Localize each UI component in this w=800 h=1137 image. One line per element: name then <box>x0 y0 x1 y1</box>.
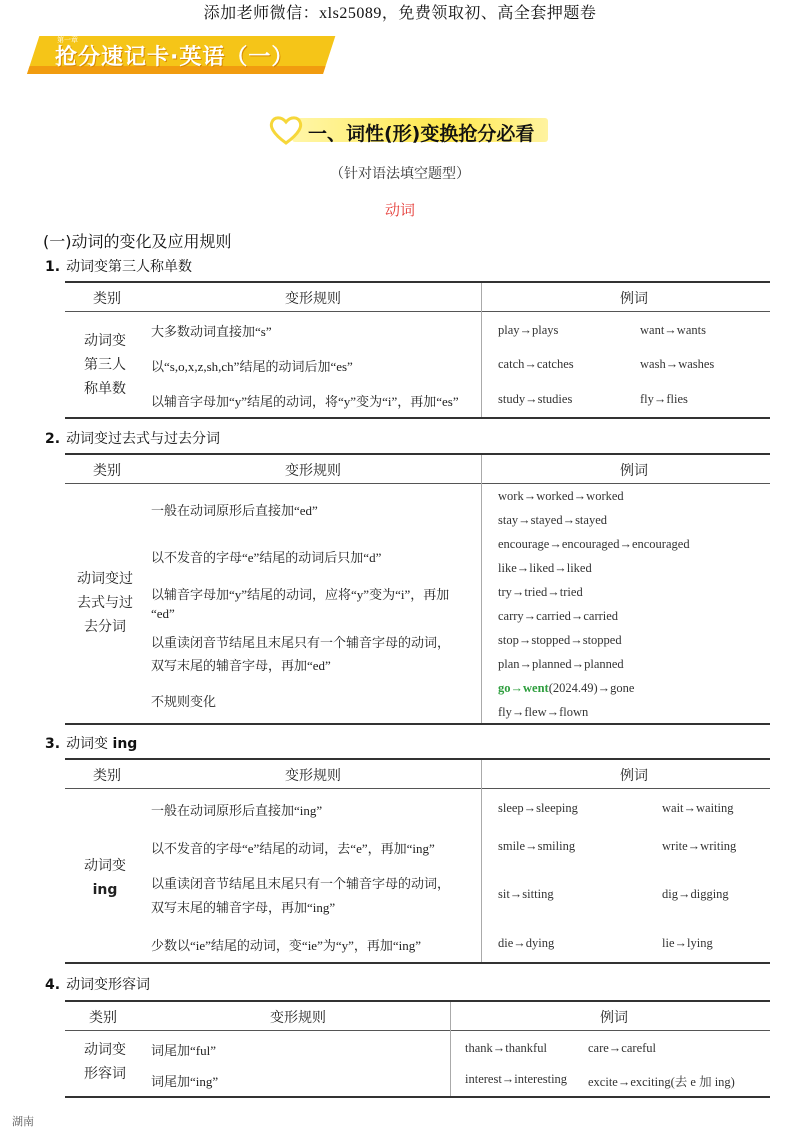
table2-example: carry→carried→carried <box>498 609 619 623</box>
table2-rule: 一般在动词原形后直接加“ed” <box>151 503 318 518</box>
table1-heading <box>45 256 192 276</box>
table3-rule: 以不发音的字母“e”结尾的动词，去“e”，再加“ing” <box>151 841 435 856</box>
table1-category-line: 称单数 <box>84 381 126 397</box>
table1-rule: 大多数动词直接加“s” <box>151 324 272 339</box>
table4-col-divider <box>450 1002 451 1096</box>
table3-example: lie→lying <box>662 936 713 950</box>
table4-rule: 词尾加“ful” <box>151 1043 216 1058</box>
table2-rule: 以不发音的字母“e”结尾的动词后只加“d” <box>151 550 382 565</box>
table3-rule: 以重读闭音节结尾且末尾只有一个辅音字母的动词， <box>151 876 451 891</box>
section-title <box>268 114 568 144</box>
table1-example: want→wants <box>640 323 706 337</box>
table2-category-line: 去分词 <box>84 619 126 635</box>
table2-example: plan→planned→planned <box>498 657 624 671</box>
table2-example: fly→flew→flown <box>498 705 589 719</box>
section-subtitle: （针对语法填空题型） <box>330 167 470 182</box>
table4-example: interest→interesting <box>465 1072 568 1086</box>
table1-col-divider <box>481 283 482 417</box>
table3-example: wait→waiting <box>662 801 734 815</box>
table1-example: study→studies <box>498 392 573 406</box>
table4-category-line: 形容词 <box>84 1066 126 1082</box>
table3-rule: 一般在动词原形后直接加“ing” <box>151 803 323 818</box>
table3-example: sit→sitting <box>498 887 554 901</box>
table2-example-green: go→went <box>498 681 549 695</box>
table1-header-rule <box>65 311 770 312</box>
table3-example: dig→digging <box>662 887 729 901</box>
table4-rule: 词尾加“ing” <box>151 1074 219 1089</box>
table2-header-category: 类别 <box>93 463 121 479</box>
banner-tiny-label: 第一章 <box>57 36 78 44</box>
table2-header-example: 例词 <box>620 463 648 479</box>
red-heading: 动词 <box>384 201 415 219</box>
table1-example: fly→flies <box>640 392 688 406</box>
table4-header-rule-text: 变形规则 <box>270 1010 326 1026</box>
section-title-text: 一、词性(形)变换抢分必看 <box>308 123 535 145</box>
table2-rule: 双写末尾的辅音字母，再加“ed” <box>151 658 331 673</box>
table2-example: try→tried→tried <box>498 585 583 599</box>
table1-category-line: 第三人 <box>84 357 126 373</box>
table2-category-line: 去式与过 <box>77 595 133 611</box>
title-banner <box>27 36 323 74</box>
table4-category-line: 动词变 <box>84 1042 126 1058</box>
table3-example: die→dying <box>498 936 555 950</box>
table4-example: care→careful <box>588 1041 656 1055</box>
table2-title: 动词变过去式与过去分词 <box>66 431 221 447</box>
table1-header-category: 类别 <box>93 291 121 307</box>
table1-rule: 以辅音字母加“y”结尾的动词，将“y”变为“i”，再加“es” <box>151 394 459 409</box>
table1 <box>65 281 770 419</box>
table4-number: 4. <box>45 977 61 993</box>
table2-example: encourage→encouraged→encouraged <box>498 537 690 551</box>
subsection-title: (一)动词的变化及应用规则 <box>43 232 232 251</box>
table3-header-rule <box>65 788 770 789</box>
table2-rule: 以重读闭音节结尾且末尾只有一个辅音字母的动词， <box>151 635 451 650</box>
banner-title: 抢分速记卡·英语（一） <box>55 45 295 70</box>
table3-rule: 双写末尾的辅音字母，再加“ing” <box>151 900 336 915</box>
table4-header-category: 类别 <box>89 1010 117 1026</box>
table2-rule: “ed” <box>151 606 175 621</box>
table4-example: thank→thankful <box>465 1041 547 1055</box>
table3-category <box>75 854 135 902</box>
table2-example: stay→stayed→stayed <box>498 513 608 527</box>
table1-example: play→plays <box>498 323 559 337</box>
table3-category-line: 动词变 <box>84 858 126 874</box>
table4-example: excite→exciting(去 e 加 ing) <box>588 1075 735 1089</box>
table3-example: sleep→sleeping <box>498 801 578 815</box>
table3-title-prefix: 动词变 <box>66 736 113 752</box>
table3-title-bold <box>113 736 138 752</box>
table3-example: write→writing <box>662 839 737 853</box>
table4-title: 动词变形容词 <box>66 977 151 993</box>
table1-category <box>75 329 135 401</box>
table3-category-line: ing <box>92 882 118 898</box>
table2-example: work→worked→worked <box>498 489 624 503</box>
table1-example: wash→washes <box>640 357 715 371</box>
table1-header-example: 例词 <box>620 291 648 307</box>
table3-col-divider <box>481 760 482 962</box>
table4-header-rule <box>65 1030 770 1031</box>
table2-heading <box>45 428 220 448</box>
table3 <box>65 758 770 964</box>
table4-heading <box>45 974 150 994</box>
table2-example-plain: (2024.49)→gone <box>548 681 635 695</box>
footer-region-label: 湖南 <box>12 1115 34 1128</box>
table2-rule: 以辅音字母加“y”结尾的动词，应将“y”变为“i”，再加 <box>151 587 450 602</box>
top-note: 添加老师微信：xls25089，免费领取初、高全套押题卷 <box>203 5 597 22</box>
table3-number: 3. <box>45 736 61 752</box>
table4-category <box>75 1038 135 1086</box>
table2-category-line: 动词变过 <box>77 571 133 587</box>
heart-icon <box>268 114 304 146</box>
table1-example: catch→catches <box>498 357 574 371</box>
table2-col-divider <box>481 455 482 723</box>
table3-rule: 少数以“ie”结尾的动词，变“ie”为“y”，再加“ing” <box>151 938 422 953</box>
table3-header-rule-text: 变形规则 <box>285 768 341 784</box>
table2-example: like→liked→liked <box>498 561 592 575</box>
table2-rule: 不规则变化 <box>151 694 217 709</box>
table4-header-example: 例词 <box>600 1010 628 1026</box>
table2 <box>65 453 770 725</box>
table3-header-category: 类别 <box>93 768 121 784</box>
table3-header-example: 例词 <box>620 768 648 784</box>
table3-heading <box>45 733 137 753</box>
table3-title-bold-text: ing <box>112 736 138 752</box>
table1-title: 动词变第三人称单数 <box>66 259 193 275</box>
table1-category-line: 动词变 <box>84 333 126 349</box>
table2-header-rule-text: 变形规则 <box>285 463 341 479</box>
table2-category <box>67 567 143 639</box>
table2-number: 2. <box>45 431 61 447</box>
table1-number: 1. <box>45 259 61 275</box>
table2-header-rule <box>65 483 770 484</box>
table1-header-rule-text: 变形规则 <box>285 291 341 307</box>
table2-example-highlight <box>498 681 634 696</box>
table2-example: stop→stopped→stopped <box>498 633 622 647</box>
table3-example: smile→smiling <box>498 839 576 853</box>
table4 <box>65 1000 770 1098</box>
table1-rule: 以“s,o,x,z,sh,ch”结尾的动词后加“es” <box>151 359 353 374</box>
